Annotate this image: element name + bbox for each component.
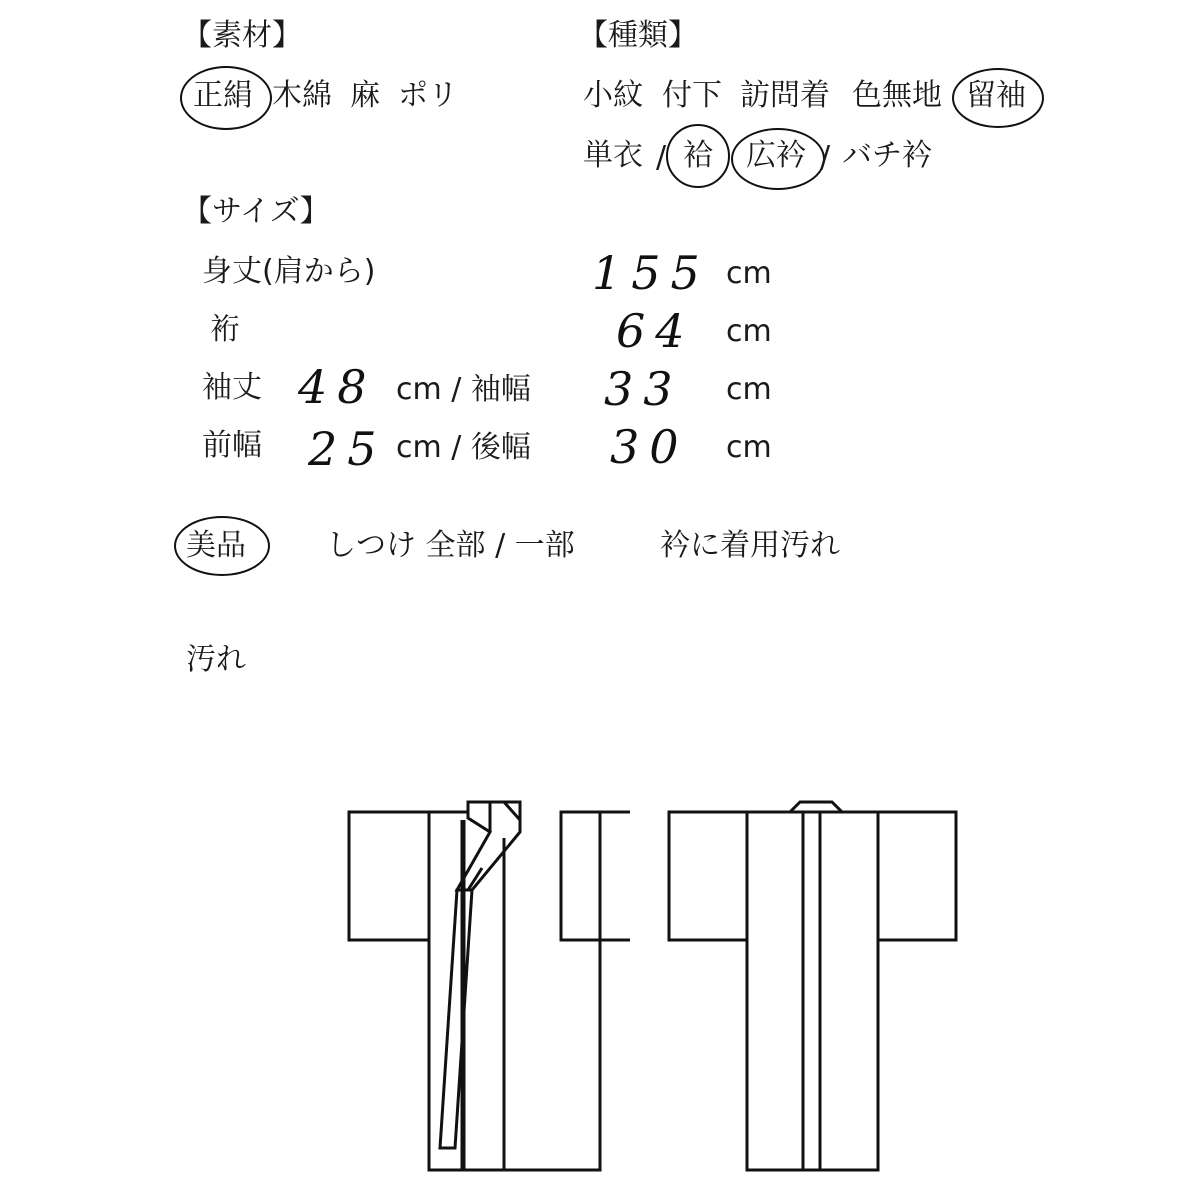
kind-separator: /	[656, 140, 667, 175]
kind-option-bachieri: バチ衿	[842, 138, 932, 173]
stains-label: 汚れ	[186, 642, 246, 677]
yuki-value: 64	[616, 304, 695, 358]
selection-circle	[174, 516, 270, 576]
kind-option-tsukesage: 付下	[662, 78, 722, 113]
maehaba-label: 前幅	[202, 428, 262, 463]
yuki-label: 裄	[210, 312, 240, 347]
material-option-linen: 麻	[350, 78, 380, 113]
kind-option-tomesode: 留袖	[966, 78, 1026, 113]
kind-option-iromuji: 色無地	[852, 78, 942, 113]
kimono-back-diagram	[660, 790, 960, 1200]
material-heading: 【素材】	[182, 18, 302, 53]
ushirohaba-label: cm / 後幅	[396, 430, 531, 465]
material-option-silk: 正絹	[193, 78, 253, 113]
mitake-label: 身丈(肩から)	[202, 254, 376, 289]
selection-circle	[952, 68, 1044, 128]
kimono-front-diagram	[340, 790, 630, 1200]
kind-option-hitoe: 単衣	[583, 138, 643, 173]
sodehaba-label: cm / 袖幅	[396, 372, 531, 407]
unit-cm: cm	[726, 256, 772, 291]
selection-circle	[731, 128, 825, 190]
kind-option-hiroeri: 広衿	[746, 138, 806, 173]
sodetake-label: 袖丈	[202, 370, 262, 405]
kind-heading: 【種類】	[578, 18, 698, 53]
sodetake-value: 48	[298, 360, 377, 414]
material-option-cotton: 木綿	[272, 78, 332, 113]
kind-separator: /	[820, 140, 831, 175]
material-option-poly: ポリ	[398, 78, 458, 113]
ushirohaba-value: 30	[610, 420, 689, 474]
maehaba-value: 25	[308, 422, 387, 476]
unit-cm: cm	[726, 430, 772, 465]
kind-option-komon: 小紋	[583, 78, 643, 113]
kind-option-awase: 袷	[683, 138, 713, 173]
sodehaba-value: 33	[604, 362, 683, 416]
selection-circle	[666, 124, 730, 188]
mitake-value: 155	[592, 246, 710, 300]
collar-stain-label: 衿に着用汚れ	[660, 528, 840, 563]
selection-circle	[180, 66, 272, 130]
condition-option-good: 美品	[186, 528, 246, 563]
unit-cm: cm	[726, 372, 772, 407]
unit-cm: cm	[726, 314, 772, 349]
basting-label: しつけ 全部 / 一部	[326, 528, 575, 563]
kind-option-houmongi: 訪問着	[740, 78, 830, 113]
size-heading: 【サイズ】	[182, 194, 330, 229]
